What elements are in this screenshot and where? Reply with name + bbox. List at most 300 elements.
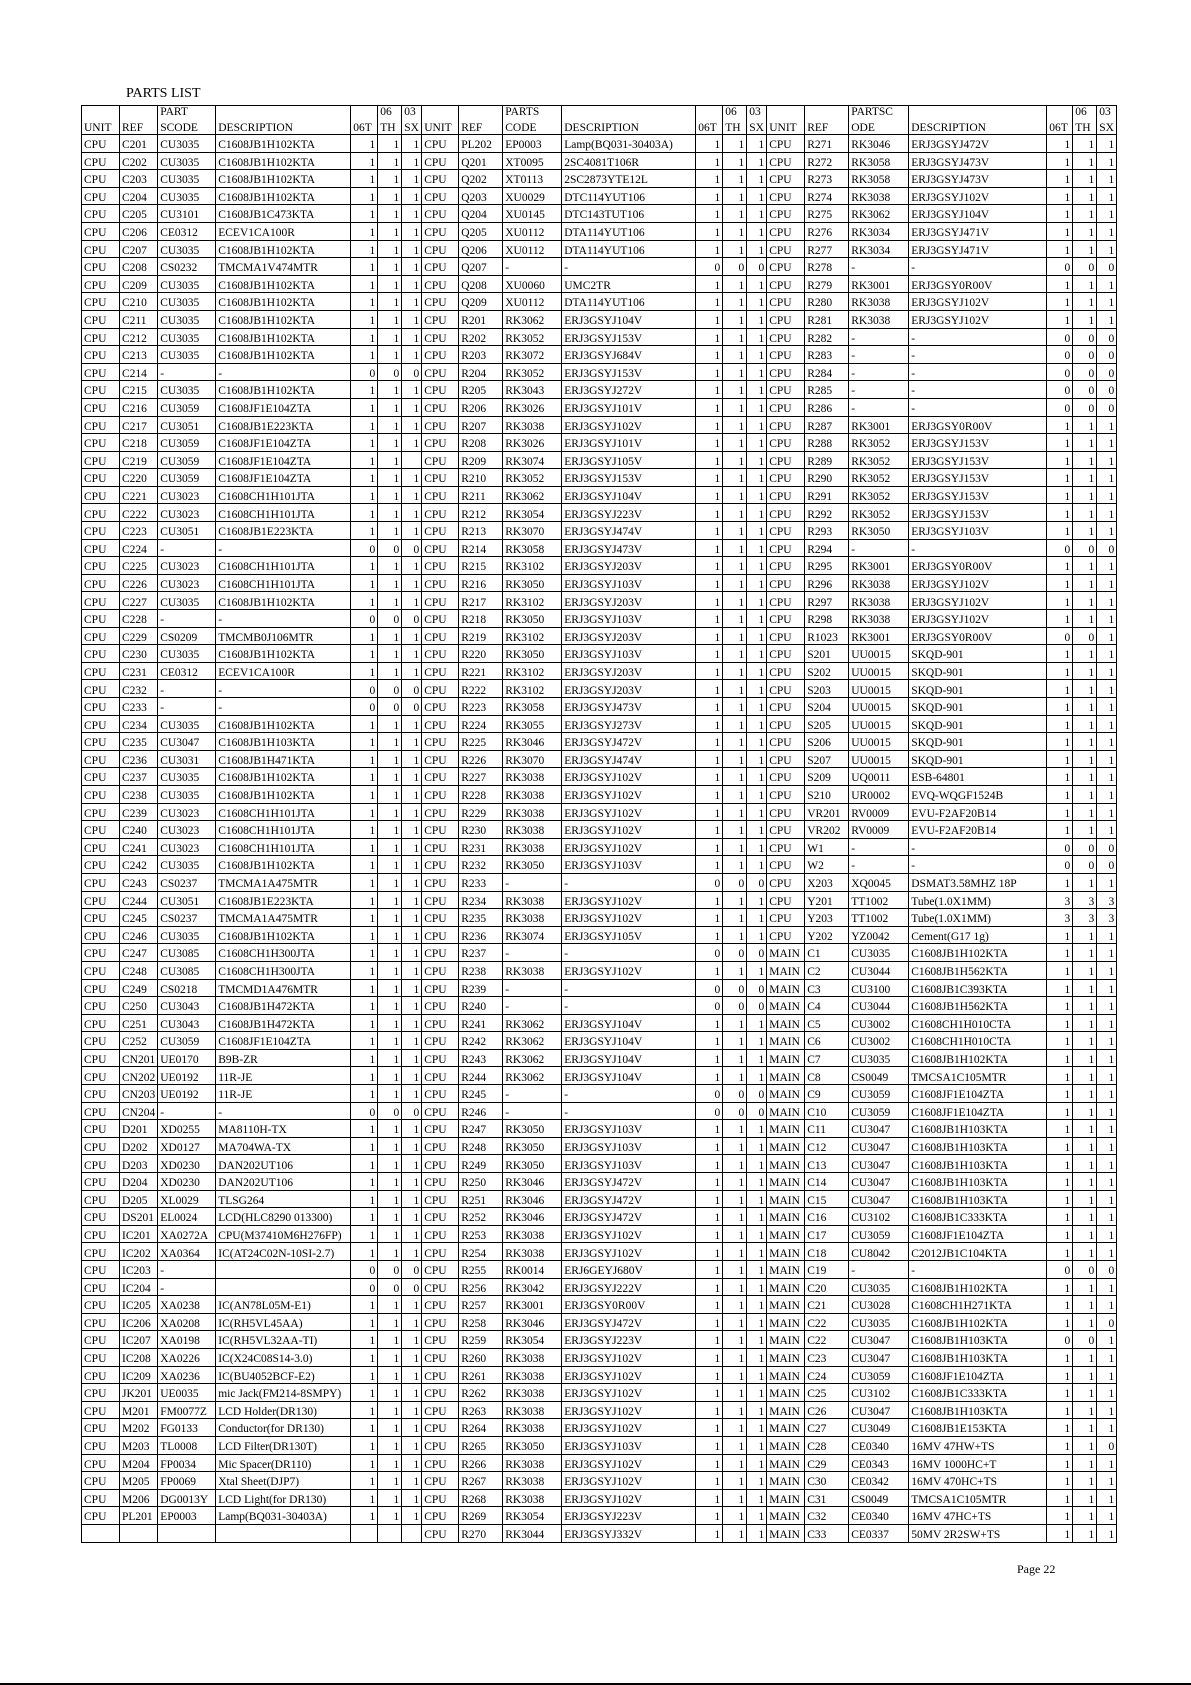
table-cell: 1 xyxy=(1097,1049,1117,1067)
table-cell: CPU xyxy=(82,1384,120,1402)
table-cell: CPU xyxy=(82,592,120,610)
table-cell: CPU xyxy=(767,522,805,540)
table-cell: S202 xyxy=(805,662,849,680)
table-cell: 1 xyxy=(723,522,747,540)
table-cell: M204 xyxy=(120,1454,158,1472)
table-cell: 1 xyxy=(402,1331,422,1349)
table-cell: RK3102 xyxy=(503,557,562,575)
table-cell: 1 xyxy=(402,1120,422,1138)
table-cell: 50MV 2R2SW+TS xyxy=(909,1524,1047,1542)
table-cell: 1 xyxy=(1047,504,1073,522)
table-cell: 1 xyxy=(351,293,378,311)
table-cell: 1 xyxy=(1097,979,1117,997)
table-cell: R221 xyxy=(459,662,503,680)
table-cell: C7 xyxy=(805,1049,849,1067)
table-cell: ERJ3GSYJ472V xyxy=(562,1190,696,1208)
table-cell: Q202 xyxy=(459,170,503,188)
table-cell: IC209 xyxy=(120,1366,158,1384)
table-cell: ERJ3GSYJ102V xyxy=(562,768,696,786)
table-cell: 3 xyxy=(1073,891,1097,909)
table-cell: CU3002 xyxy=(849,1014,909,1032)
table-cell: ERJ3GSYJ203V xyxy=(562,557,696,575)
table-cell: 1 xyxy=(402,592,422,610)
table-cell: 1 xyxy=(378,187,402,205)
table-cell: 1 xyxy=(378,1384,402,1402)
table-cell: R270 xyxy=(459,1524,503,1542)
table-cell: 1 xyxy=(351,645,378,663)
table-cell: MAIN xyxy=(767,1454,805,1472)
table-cell: 1 xyxy=(402,873,422,891)
table-cell: S203 xyxy=(805,680,849,698)
table-cell: ERJ3GSYJ102V xyxy=(562,1348,696,1366)
table-cell: 1 xyxy=(696,1313,723,1331)
table-cell: C246 xyxy=(120,926,158,944)
table-cell: RK3054 xyxy=(503,1331,562,1349)
table-cell: 0 xyxy=(696,1085,723,1103)
table-cell: CS0049 xyxy=(849,1489,909,1507)
table-cell: CPU xyxy=(422,346,459,364)
table-cell: 0 xyxy=(378,1278,402,1296)
table-cell: 1 xyxy=(723,785,747,803)
table-cell: - xyxy=(158,680,216,698)
table-cell: DSMAT3.58MHZ 18P xyxy=(909,873,1047,891)
table-cell: 0 xyxy=(1073,363,1097,381)
table-cell: 0 xyxy=(1047,1261,1073,1279)
table-cell: C26 xyxy=(805,1401,849,1419)
table-cell: RK3052 xyxy=(849,486,909,504)
table-cell: CPU xyxy=(422,768,459,786)
table-cell: 1 xyxy=(723,768,747,786)
table-cell: 1 xyxy=(402,979,422,997)
table-cell: CPU xyxy=(82,1436,120,1454)
table-cell: C209 xyxy=(120,275,158,293)
table-cell: 0 xyxy=(402,610,422,628)
table-cell: 0 xyxy=(1097,539,1117,557)
table-cell: ERJ3GSYJ472V xyxy=(909,135,1047,153)
table-cell: CPU xyxy=(82,557,120,575)
table-cell: 1 xyxy=(723,1173,747,1191)
table-cell: 1 xyxy=(378,135,402,153)
table-cell: 1 xyxy=(723,1348,747,1366)
table-cell: RK3038 xyxy=(503,785,562,803)
table-cell: C2 xyxy=(805,961,849,979)
table-cell: CS0049 xyxy=(849,1067,909,1085)
table-cell: 0 xyxy=(1097,258,1117,276)
table-cell: 1 xyxy=(696,1155,723,1173)
table-cell: - xyxy=(158,539,216,557)
table-cell: R281 xyxy=(805,310,849,328)
table-cell: 1 xyxy=(1097,152,1117,170)
table-cell: R202 xyxy=(459,328,503,346)
table-cell: 1 xyxy=(1047,1489,1073,1507)
table-cell: 0 xyxy=(1047,346,1073,364)
table-cell: R276 xyxy=(805,222,849,240)
table-cell: 1 xyxy=(747,152,767,170)
table-cell: CPU xyxy=(767,926,805,944)
table-cell: 0 xyxy=(402,1278,422,1296)
table-cell: C245 xyxy=(120,909,158,927)
table-cell: 1 xyxy=(1097,293,1117,311)
header-cell xyxy=(909,106,1047,119)
table-cell: 0 xyxy=(696,1102,723,1120)
table-cell: R231 xyxy=(459,838,503,856)
table-cell: ERJ3GSY0R00V xyxy=(909,416,1047,434)
table-cell: Y201 xyxy=(805,891,849,909)
table-row xyxy=(82,1489,1117,1507)
table-cell: ERJ3GSYJ153V xyxy=(562,469,696,487)
table-cell: ERJ3GSYJ103V xyxy=(562,574,696,592)
table-cell: 1 xyxy=(402,486,422,504)
table-cell: 1 xyxy=(1097,240,1117,258)
table-cell: R259 xyxy=(459,1331,503,1349)
table-cell: MAIN xyxy=(767,1419,805,1437)
table-cell: CU3047 xyxy=(158,733,216,751)
table-cell: CPU xyxy=(422,1384,459,1402)
table-cell: R219 xyxy=(459,627,503,645)
table-cell: CU3044 xyxy=(849,997,909,1015)
table-cell: ERJ3GSYJ684V xyxy=(562,346,696,364)
table-cell: - xyxy=(849,328,909,346)
table-cell: RK3038 xyxy=(849,592,909,610)
table-cell: 1 xyxy=(723,662,747,680)
table-cell: 1 xyxy=(747,557,767,575)
table-cell: 1 xyxy=(402,1348,422,1366)
table-cell: 0 xyxy=(747,873,767,891)
table-row xyxy=(82,785,1117,803)
table-cell: 1 xyxy=(1097,1419,1117,1437)
table-cell: DTA114YUT106 xyxy=(562,222,696,240)
table-cell: C1608JB1C473KTA xyxy=(216,205,351,223)
table-cell: PL202 xyxy=(459,135,503,153)
table-cell: 0 xyxy=(351,610,378,628)
table-cell: R298 xyxy=(805,610,849,628)
table-cell: CU3035 xyxy=(158,293,216,311)
table-cell: 1 xyxy=(747,1419,767,1437)
table-cell: 1 xyxy=(723,592,747,610)
table-cell: C219 xyxy=(120,451,158,469)
table-row xyxy=(82,821,1117,839)
table-cell xyxy=(216,1524,351,1542)
table-cell: ERJ3GSY0R00V xyxy=(909,627,1047,645)
table-cell: 1 xyxy=(723,152,747,170)
table-cell: 1 xyxy=(351,1472,378,1490)
table-cell: MAIN xyxy=(767,1208,805,1226)
table-cell: 1 xyxy=(378,1225,402,1243)
table-cell: 1 xyxy=(351,909,378,927)
table-cell: 0 xyxy=(1073,258,1097,276)
table-cell: C3 xyxy=(805,979,849,997)
table-cell: 1 xyxy=(351,1507,378,1525)
table-cell: RK3052 xyxy=(849,451,909,469)
table-cell: ERJ3GSYJ102V xyxy=(562,838,696,856)
table-cell: CPU xyxy=(767,328,805,346)
table-cell: C1608JF1E104ZTA xyxy=(216,434,351,452)
table-cell: RK3038 xyxy=(503,416,562,434)
table-cell: 1 xyxy=(723,1243,747,1261)
table-cell: 1 xyxy=(747,627,767,645)
table-cell: 1 xyxy=(378,768,402,786)
table-cell: CPU xyxy=(422,1331,459,1349)
table-cell: Tube(1.0X1MM) xyxy=(909,891,1047,909)
table-cell: XA0208 xyxy=(158,1313,216,1331)
table-row xyxy=(82,152,1117,170)
table-cell: CPU xyxy=(422,574,459,592)
table-cell: 1 xyxy=(1073,1067,1097,1085)
table-cell: 1 xyxy=(402,926,422,944)
table-cell: ERJ3GSYJ104V xyxy=(562,1049,696,1067)
table-cell: XA0272A xyxy=(158,1225,216,1243)
table-cell: 1 xyxy=(747,1173,767,1191)
table-cell: 0 xyxy=(747,258,767,276)
table-cell: 0 xyxy=(747,1085,767,1103)
table-cell: 1 xyxy=(747,504,767,522)
header-cell: DESCRIPTION xyxy=(909,118,1047,135)
table-cell: 1 xyxy=(696,1489,723,1507)
table-cell: R213 xyxy=(459,522,503,540)
table-cell: 1 xyxy=(1097,1524,1117,1542)
table-cell: 1 xyxy=(402,187,422,205)
table-cell: R217 xyxy=(459,592,503,610)
table-cell: CPU xyxy=(82,434,120,452)
table-cell: 0 xyxy=(378,680,402,698)
table-cell: 1 xyxy=(723,909,747,927)
table-cell: 0 xyxy=(723,944,747,962)
table-cell: CPU xyxy=(422,205,459,223)
table-cell: 1 xyxy=(351,135,378,153)
table-cell: ERJ3GSYJ203V xyxy=(562,662,696,680)
table-cell: 1 xyxy=(1097,768,1117,786)
table-cell: CPU xyxy=(767,680,805,698)
table-cell: C1608CH1H300JTA xyxy=(216,961,351,979)
table-cell: XD0127 xyxy=(158,1137,216,1155)
table-cell: 1 xyxy=(1047,1313,1073,1331)
table-cell: 1 xyxy=(1047,698,1073,716)
table-cell: ERJ3GSYJ471V xyxy=(909,240,1047,258)
table-cell: C17 xyxy=(805,1225,849,1243)
table-cell: 1 xyxy=(1047,1032,1073,1050)
table-cell: R224 xyxy=(459,715,503,733)
table-cell: DTA114YUT106 xyxy=(562,240,696,258)
table-cell: 1 xyxy=(402,381,422,399)
table-cell: 1 xyxy=(402,328,422,346)
table-cell: ERJ3GSYJ472V xyxy=(562,1208,696,1226)
header-cell: TH xyxy=(723,118,747,135)
table-cell: 1 xyxy=(378,398,402,416)
table-cell: 1 xyxy=(723,1331,747,1349)
table-cell: 1 xyxy=(1073,1102,1097,1120)
table-cell: 1 xyxy=(1073,1436,1097,1454)
table-cell: 1 xyxy=(1073,1401,1097,1419)
table-cell: C9 xyxy=(805,1085,849,1103)
table-cell: CPU xyxy=(767,451,805,469)
table-cell: CPU xyxy=(82,1296,120,1314)
table-cell: 1 xyxy=(378,1243,402,1261)
table-cell: - xyxy=(562,1102,696,1120)
table-cell: RK3042 xyxy=(503,1278,562,1296)
table-cell: RK3038 xyxy=(503,1348,562,1366)
table-cell: C1608JF1E104ZTA xyxy=(216,398,351,416)
table-cell: IC(RH5VL32AA-TI) xyxy=(216,1331,351,1349)
table-cell: 1 xyxy=(747,1155,767,1173)
table-cell: TT1002 xyxy=(849,909,909,927)
table-cell: R282 xyxy=(805,328,849,346)
table-cell: RV0009 xyxy=(849,821,909,839)
table-cell: ERJ3GSYJ102V xyxy=(562,1225,696,1243)
table-cell: VR201 xyxy=(805,803,849,821)
table-cell: RK3052 xyxy=(849,504,909,522)
table-cell: CPU xyxy=(422,310,459,328)
table-cell: CPU xyxy=(767,645,805,663)
table-cell: 1 xyxy=(1073,1137,1097,1155)
table-cell: 1 xyxy=(1097,416,1117,434)
table-row xyxy=(82,698,1117,716)
table-cell: 1 xyxy=(1047,1049,1073,1067)
table-cell: 1 xyxy=(351,1208,378,1226)
table-cell: CU3047 xyxy=(849,1190,909,1208)
table-cell: RK3001 xyxy=(849,416,909,434)
table-row xyxy=(82,645,1117,663)
table-cell: CU3035 xyxy=(849,1049,909,1067)
table-cell: 1 xyxy=(402,1313,422,1331)
table-cell: 1 xyxy=(378,152,402,170)
table-cell xyxy=(402,451,422,469)
table-cell: 1 xyxy=(378,1067,402,1085)
table-cell: 1 xyxy=(723,961,747,979)
table-cell: 1 xyxy=(1097,1208,1117,1226)
table-cell: 1 xyxy=(402,240,422,258)
table-cell: TMCSA1C105MTR xyxy=(909,1489,1047,1507)
table-cell: 1 xyxy=(747,838,767,856)
table-cell: 1 xyxy=(378,1489,402,1507)
table-cell: RK3038 xyxy=(503,961,562,979)
table-cell: 1 xyxy=(1097,1173,1117,1191)
table-cell: R234 xyxy=(459,891,503,909)
table-cell: R211 xyxy=(459,486,503,504)
table-cell: - xyxy=(849,398,909,416)
table-cell: 1 xyxy=(723,240,747,258)
table-cell: 1 xyxy=(696,1137,723,1155)
table-cell: R243 xyxy=(459,1049,503,1067)
table-cell: RK3102 xyxy=(503,627,562,645)
table-cell: 1 xyxy=(747,1014,767,1032)
table-cell: TMCMD1A476MTR xyxy=(216,979,351,997)
table-cell: CPU xyxy=(82,222,120,240)
table-cell: C228 xyxy=(120,610,158,628)
table-cell: DAN202UT106 xyxy=(216,1173,351,1191)
table-cell: CPU xyxy=(82,469,120,487)
table-cell: C1608JB1H103KTA xyxy=(909,1173,1047,1191)
table-cell: - xyxy=(216,539,351,557)
table-cell: 1 xyxy=(747,135,767,153)
table-cell: 1 xyxy=(378,1085,402,1103)
table-cell: 1 xyxy=(723,187,747,205)
table-cell: RK3038 xyxy=(503,1454,562,1472)
table-cell: CPU xyxy=(422,1472,459,1490)
table-cell: CPU xyxy=(82,821,120,839)
table-cell: Lamp(BQ031-30403A) xyxy=(562,135,696,153)
table-cell: D205 xyxy=(120,1190,158,1208)
table-cell: 1 xyxy=(1073,1243,1097,1261)
table-cell: CPU xyxy=(82,1190,120,1208)
table-cell: 1 xyxy=(402,346,422,364)
table-cell: CPU xyxy=(422,363,459,381)
table-cell: CPU xyxy=(422,434,459,452)
table-cell: 1 xyxy=(1073,961,1097,979)
table-cell: RK3062 xyxy=(503,486,562,504)
table-cell: ERJ3GSYJ102V xyxy=(562,803,696,821)
table-row xyxy=(82,1296,1117,1314)
table-cell: CPU xyxy=(82,1419,120,1437)
table-cell: 1 xyxy=(1097,504,1117,522)
table-cell: CPU xyxy=(82,944,120,962)
table-cell: 1 xyxy=(1097,997,1117,1015)
table-cell: RK3046 xyxy=(503,1208,562,1226)
table-cell: 1 xyxy=(378,997,402,1015)
table-cell: C214 xyxy=(120,363,158,381)
table-cell: 1 xyxy=(696,680,723,698)
table-cell: 1 xyxy=(402,1085,422,1103)
table-cell: 1 xyxy=(1073,750,1097,768)
table-cell: R255 xyxy=(459,1261,503,1279)
table-cell: 1 xyxy=(351,662,378,680)
table-cell: C1608JF1E104ZTA xyxy=(216,451,351,469)
table-cell: C224 xyxy=(120,539,158,557)
table-cell: CU3059 xyxy=(158,1032,216,1050)
table-cell: ERJ3GSYJ103V xyxy=(562,610,696,628)
table-cell: - xyxy=(503,944,562,962)
table-cell: R292 xyxy=(805,504,849,522)
table-cell: 1 xyxy=(402,1419,422,1437)
table-row xyxy=(82,680,1117,698)
table-cell: C1608CH1H010CTA xyxy=(909,1014,1047,1032)
table-cell: 1 xyxy=(696,1173,723,1191)
table-cell: 1 xyxy=(1047,434,1073,452)
table-cell: 1 xyxy=(723,838,747,856)
table-cell: C1608JB1E223KTA xyxy=(216,416,351,434)
table-cell: 1 xyxy=(1047,961,1073,979)
table-cell: 1 xyxy=(723,363,747,381)
table-row xyxy=(82,346,1117,364)
table-cell: 1 xyxy=(723,275,747,293)
table-row xyxy=(82,557,1117,575)
table-cell: 1 xyxy=(747,451,767,469)
table-cell: XU0112 xyxy=(503,293,562,311)
header-cell: 06 xyxy=(378,106,402,119)
table-cell: RK3001 xyxy=(503,1296,562,1314)
table-cell: 0 xyxy=(723,979,747,997)
table-cell: CPU xyxy=(82,891,120,909)
table-cell: 1 xyxy=(723,1401,747,1419)
table-cell: ERJ3GSYJ153V xyxy=(562,328,696,346)
table-cell: CPU xyxy=(82,1120,120,1138)
table-cell: - xyxy=(909,539,1047,557)
table-cell: 1 xyxy=(723,1366,747,1384)
table-cell: C229 xyxy=(120,627,158,645)
table-cell: 1 xyxy=(402,627,422,645)
table-cell: CU3023 xyxy=(158,486,216,504)
table-cell: CPU xyxy=(767,592,805,610)
table-cell: - xyxy=(849,539,909,557)
table-cell: 1 xyxy=(378,1208,402,1226)
table-row xyxy=(82,715,1117,733)
table-cell: RK3050 xyxy=(503,645,562,663)
table-cell: 0 xyxy=(1073,838,1097,856)
table-cell: CPU xyxy=(422,1366,459,1384)
table-cell: MA8110H-TX xyxy=(216,1120,351,1138)
table-cell: 1 xyxy=(1097,926,1117,944)
table-cell: 0 xyxy=(378,363,402,381)
table-cell: Q207 xyxy=(459,258,503,276)
